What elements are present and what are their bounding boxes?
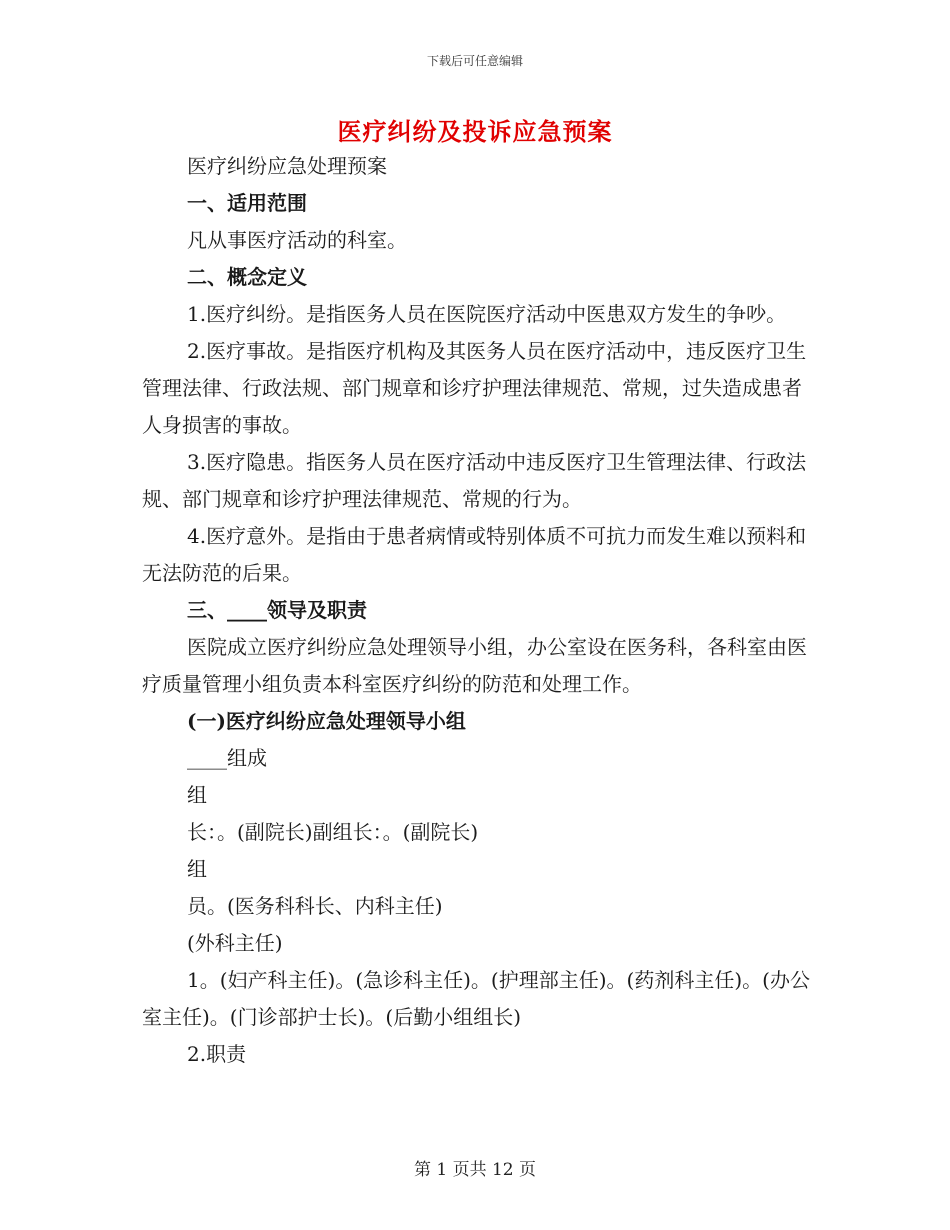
paragraph: 1。(妇产科主任)。(急诊科主任)。(护理部主任)。(药剂科主任)。(办公室主任)。(门诊部护士长)。(后勤小组组长)	[142, 968, 810, 1029]
paragraph: 组	[187, 857, 207, 881]
section-heading: 三、____领导及职责	[187, 598, 367, 622]
paragraph: 2.医疗事故。是指医疗机构及其医务人员在医疗活动中，违反医疗卫生管理法律、行政法规、部门规章和诊疗护理法律规范、常规，过失造成患者人身损害的事故。	[142, 339, 807, 437]
paragraph: 医疗纠纷应急处理预案	[187, 154, 387, 178]
subsection-heading: (一)医疗纠纷应急处理领导小组	[187, 709, 466, 733]
paragraph: 长：。(副院长)副组长：。(副院长)	[187, 820, 479, 844]
paragraph: ____组成	[187, 746, 267, 770]
paragraph: 组	[187, 783, 207, 807]
document-title: 医疗纠纷及投诉应急预案	[337, 117, 613, 146]
paragraph: 凡从事医疗活动的科室。	[187, 228, 407, 252]
paragraph: 1.医疗纠纷。是指医务人员在医院医疗活动中医患双方发生的争吵。	[187, 302, 787, 326]
paragraph: 2.职责	[187, 1042, 247, 1066]
paragraph: 员。(医务科科长、内科主任)	[187, 894, 443, 918]
page-footer: 第 1 页共 12 页	[413, 1160, 537, 1180]
paragraph: 3.医疗隐患。指医务人员在医疗活动中违反医疗卫生管理法律、行政法规、部门规章和诊疗护理法律规范、常规的行为。	[142, 450, 807, 511]
section-heading: 一、适用范围	[187, 191, 307, 215]
section-heading: 二、概念定义	[187, 265, 307, 289]
document-body	[142, 148, 814, 1073]
paragraph: 4.医疗意外。是指由于患者病情或特别体质不可抗力而发生难以预料和无法防范的后果。	[142, 524, 807, 585]
paragraph: 医院成立医疗纠纷应急处理领导小组，办公室设在医务科，各科室由医疗质量管理小组负责本科室医疗纠纷的防范和处理工作。	[142, 635, 807, 696]
paragraph: (外科主任)	[187, 931, 283, 955]
page-header: 下载后可任意编辑	[426, 54, 523, 68]
